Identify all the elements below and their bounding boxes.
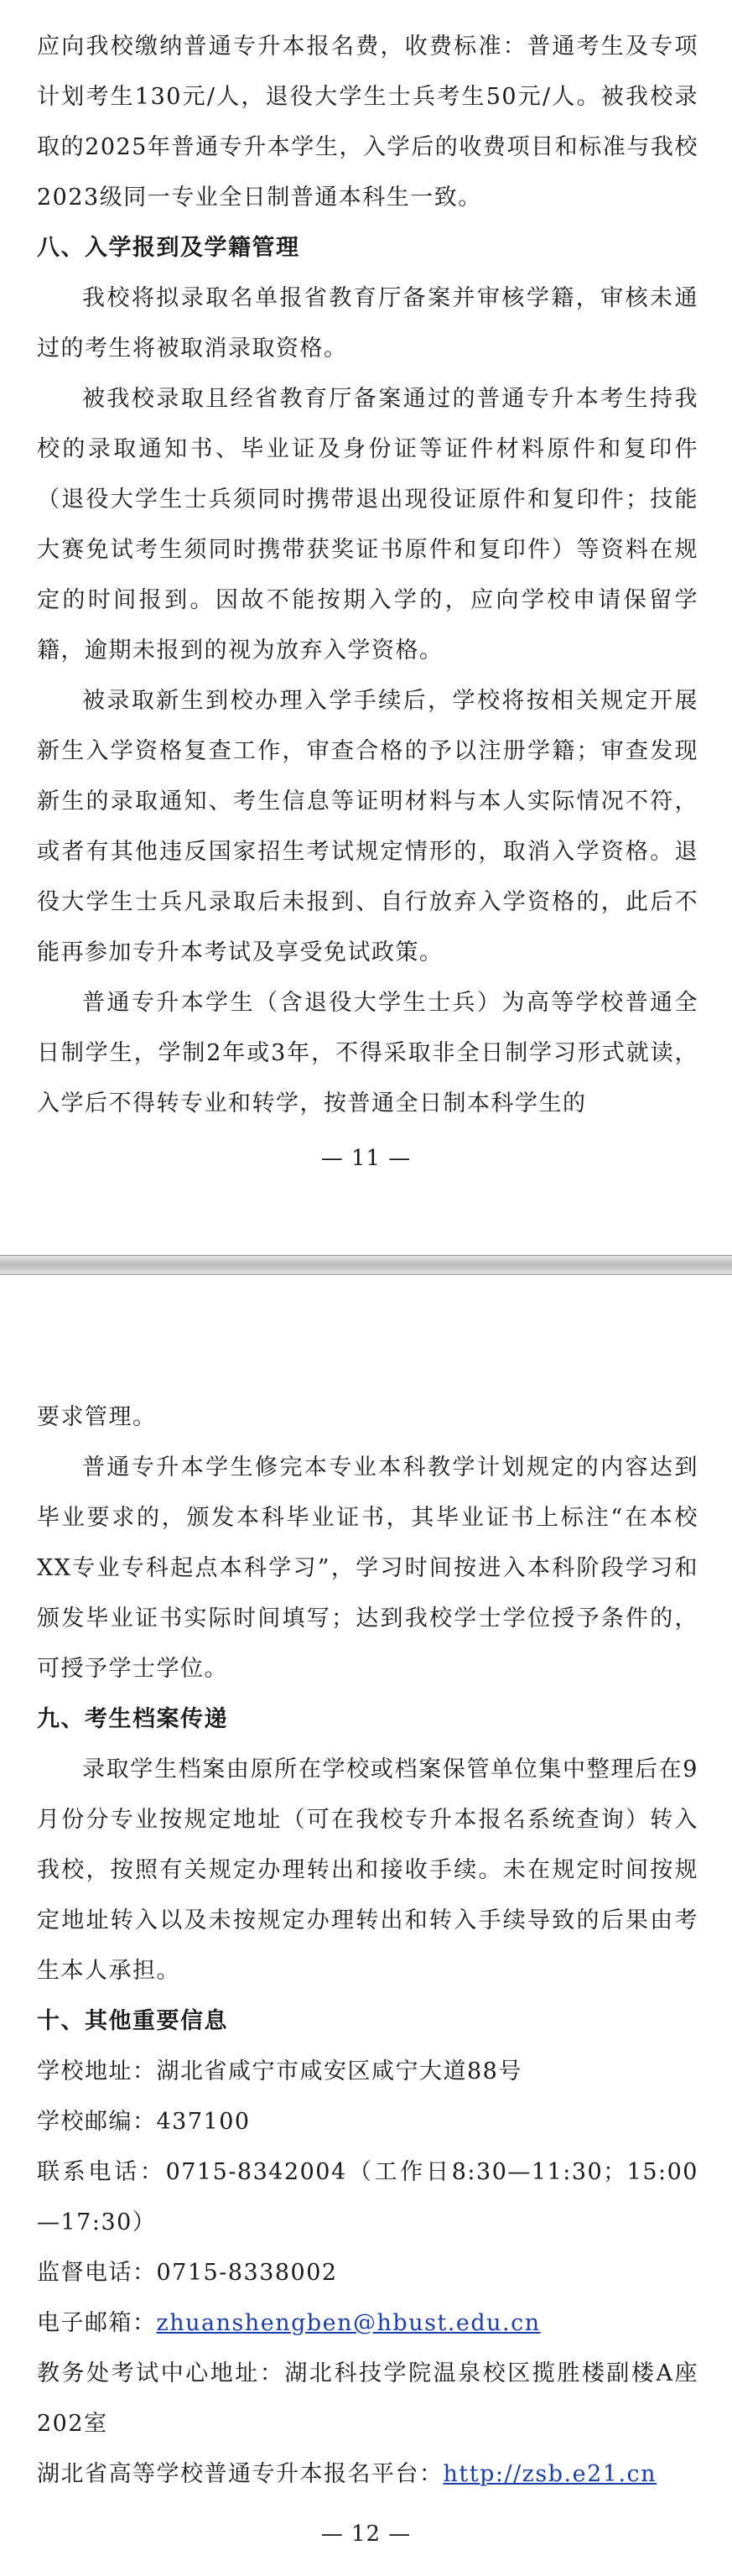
email-line	[37, 2298, 698, 2349]
enrollment-paragraph-4: 普通专升本学生（含退役大学生士兵）为高等学校普通全日制学生，学制2年或3年，不得采取非全日制学习形式就读，入学后不得转专业和转学，按普通全日制本科学生的	[37, 990, 698, 1116]
continued-paragraph: 要求管理。	[37, 1404, 157, 1430]
exam-center-line	[37, 2349, 698, 2449]
school-address-label: 学校地址：	[37, 2058, 157, 2084]
graduation-paragraph: 普通专升本学生修完本专业本科教学计划规定的内容达到毕业要求的，颁发本科毕业证书，其毕业证书上标注“在本校XX专业专科起点本科学习”，学习时间按进入本科阶段学习和颁发毕业证书实际时间填写；达到我校学士学位授予条件的，可授予学士学位。	[37, 1455, 698, 1682]
contact-phone-line	[37, 2147, 698, 2248]
supervision-phone-label: 监督电话：	[37, 2260, 157, 2286]
school-postcode-value: 437100	[156, 2109, 251, 2135]
enrollment-paragraph-3: 被录取新生到校办理入学手续后，学校将按相关规定开展新生入学资格复查工作，审查合格的予以注册学籍；审查发现新生的录取通知、考生信息等证明材料与本人实际情况不符，或者有其他违反国家招生考试规定情形的，取消入学资格。退役大学生士兵凡录取后未报到、自行放弃入学资格的，此后不能再参加专升本考试及享受免试政策。	[37, 688, 698, 965]
platform-link[interactable]: http://zsb.e21.cn	[443, 2461, 657, 2487]
document-page-11	[0, 0, 732, 1255]
contact-phone-value: 0715-8342004（工作日8:30—11:30；15:00—17:30）	[37, 2159, 698, 2235]
enrollment-paragraph-2: 被我校录取且经省教育厅备案通过的普通专升本考生持我校的录取通知书、毕业证及身份证等证件材料原件和复印件（退役大学生士兵须同时携带退出现役证原件和复印件；技能大赛免试考生须同时携带获奖证书原件和复印件）等资料在规定的时间报到。因故不能按期入学的，应向学校申请保留学籍，逾期未报到的视为放弃入学资格。	[37, 386, 698, 664]
archives-paragraph: 录取学生档案由原所在学校或档案保管单位集中整理后在9月份分专业按规定地址（可在我校专升本报名系统查询）转入我校，按照有关规定办理转出和接收手续。未在规定时间按规定地址转入以及未按规定办理转出和转入手续导致的后果由考生本人承担。	[37, 1756, 698, 1984]
exam-center-value: 湖北科技学院温泉校区揽胜楼副楼A座202室	[37, 2360, 699, 2437]
section-heading-archives: 九、考生档案传递	[37, 1706, 228, 1732]
school-postcode-line	[37, 2097, 698, 2147]
supervision-phone-value: 0715-8338002	[156, 2260, 338, 2286]
email-label: 电子邮箱：	[37, 2310, 157, 2336]
platform-label: 湖北省高等学校普通专升本报名平台：	[37, 2461, 444, 2487]
enrollment-paragraph-1: 我校将拟录取名单报省教育厅备案并审核学籍，审核未通过的考生将被取消录取资格。	[37, 285, 698, 362]
exam-center-label: 教务处考试中心地址：	[37, 2360, 285, 2386]
section-heading-other-info: 十、其他重要信息	[37, 2008, 228, 2034]
contact-phone-label: 联系电话：	[37, 2159, 166, 2185]
supervision-phone-line	[37, 2248, 698, 2298]
email-link[interactable]: zhuanshengben@hbust.edu.cn	[156, 2310, 541, 2336]
fee-paragraph: 应向我校缴纳普通专升本报名费，收费标准：普通考生及专项计划考生130元/人，退役大学生士兵考生50元/人。被我校录取的2025年普通专升本学生，入学后的收费项目和标准与我校2023级同一专业全日制普通本科生一致。	[37, 34, 698, 211]
document-page-12	[0, 1275, 732, 2576]
school-postcode-label: 学校邮编：	[37, 2109, 157, 2135]
page-separator	[0, 1255, 732, 1275]
page-number: — 12 —	[320, 2521, 412, 2547]
page-number: — 11 —	[320, 1146, 412, 1171]
platform-line	[37, 2449, 698, 2500]
school-address-value: 湖北省咸宁市咸安区咸宁大道88号	[156, 2058, 522, 2084]
school-address-line	[37, 2047, 698, 2097]
section-heading-enrollment: 八、入学报到及学籍管理	[37, 235, 300, 261]
